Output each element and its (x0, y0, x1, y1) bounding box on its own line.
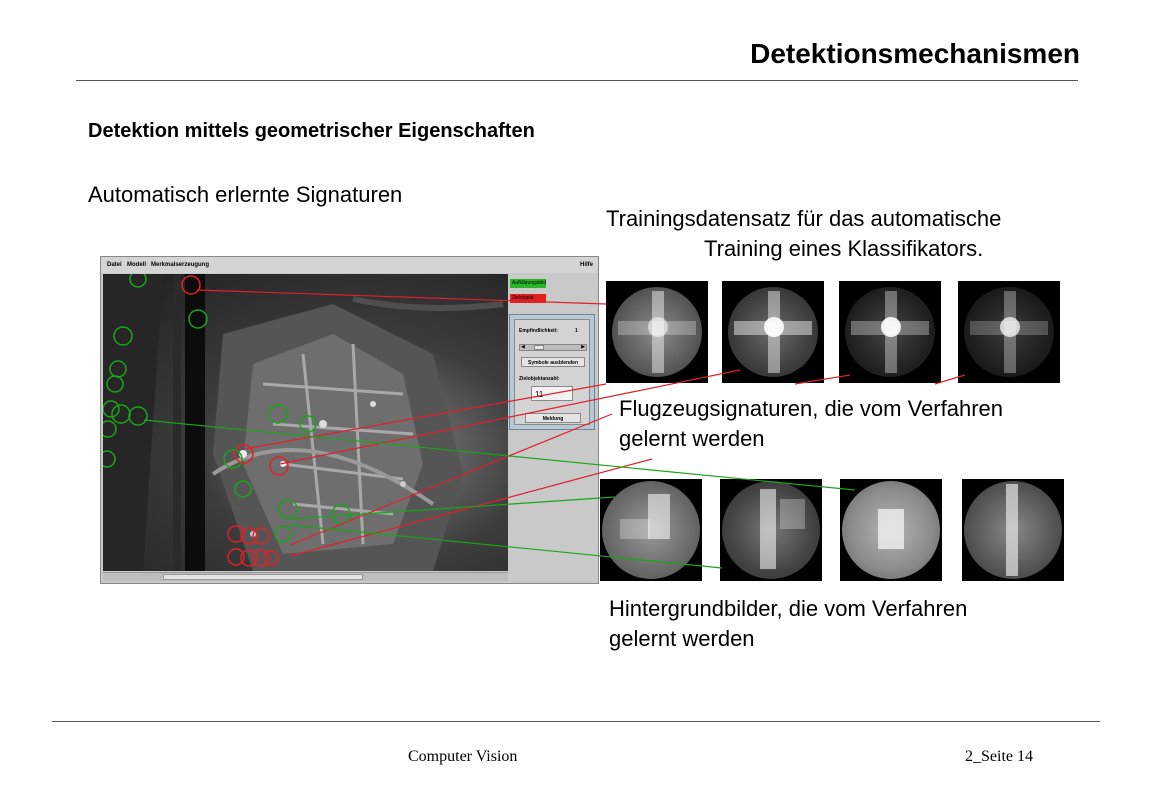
slide-title: Detektionsmechanismen (750, 38, 1080, 69)
status-image-indicator: Aufklärungsbild (512, 280, 547, 286)
intro-text: Automatisch erlernte Signaturen (88, 182, 403, 207)
app-menubar (101, 257, 598, 273)
caption-aircraft-line1: Flugzeugsignaturen, die vom Verfahren (619, 396, 1004, 421)
aircraft-signature-2 (722, 281, 824, 383)
caption-training (606, 204, 1106, 264)
slider-thumb[interactable] (534, 345, 544, 350)
aircraft-signature-4 (958, 281, 1060, 383)
app-screenshot (100, 256, 599, 584)
background-sample-4 (962, 479, 1064, 581)
menu-datei[interactable]: Datei (107, 262, 122, 268)
background-sample-2 (720, 479, 822, 581)
aircraft-signature-3 (839, 281, 941, 383)
slider-left-arrow-icon[interactable]: ◀ (521, 344, 525, 350)
hide-symbols-button[interactable]: Symbole ausblenden (521, 357, 585, 367)
horizontal-scrollbar[interactable] (103, 572, 508, 581)
status-target-indicator: Zielobjekt (510, 294, 546, 303)
sensitivity-slider[interactable] (519, 344, 587, 351)
caption-training-line1: Trainingsdatensatz für das automatische (606, 206, 1002, 231)
title-divider (76, 80, 1078, 81)
footer-course: Computer Vision (408, 748, 518, 765)
background-sample-3 (840, 479, 942, 581)
aerial-image-drawing (103, 274, 508, 571)
slider-right-arrow-icon[interactable]: ▶ (581, 344, 585, 350)
menu-merkmalserzeugung[interactable]: Merkmalserzeugung (151, 262, 210, 268)
aerial-image (103, 274, 508, 571)
caption-training-line2: Training eines Klassifikators. (704, 236, 984, 261)
caption-background-line2: gelernt werden (609, 626, 755, 651)
caption-aircraft-line2: gelernt werden (619, 426, 765, 451)
sensitivity-value: 1 (575, 328, 578, 334)
sensitivity-label: Empfindlichkeit: (519, 328, 558, 334)
background-sample-1 (600, 479, 702, 581)
target-count-field[interactable]: 11 (531, 386, 573, 401)
caption-aircraft (619, 394, 1003, 454)
caption-background-line1: Hintergrundbilder, die vom Verfahren (609, 596, 968, 621)
report-button[interactable]: Meldung (525, 413, 581, 423)
menu-hilfe[interactable]: Hilfe (580, 262, 594, 268)
section-subtitle: Detektion mittels geometrischer Eigenschaften (88, 120, 535, 142)
target-count-label: Zielobjektanzahl: (519, 376, 560, 382)
footer-page-number: 2_Seite 14 (965, 748, 1033, 765)
aircraft-signature-1 (606, 281, 708, 383)
scrollbar-thumb[interactable] (163, 574, 363, 580)
menu-modell[interactable]: Modell (127, 262, 146, 268)
footer-divider (52, 721, 1100, 722)
control-panel (509, 314, 595, 430)
caption-background (609, 594, 967, 654)
